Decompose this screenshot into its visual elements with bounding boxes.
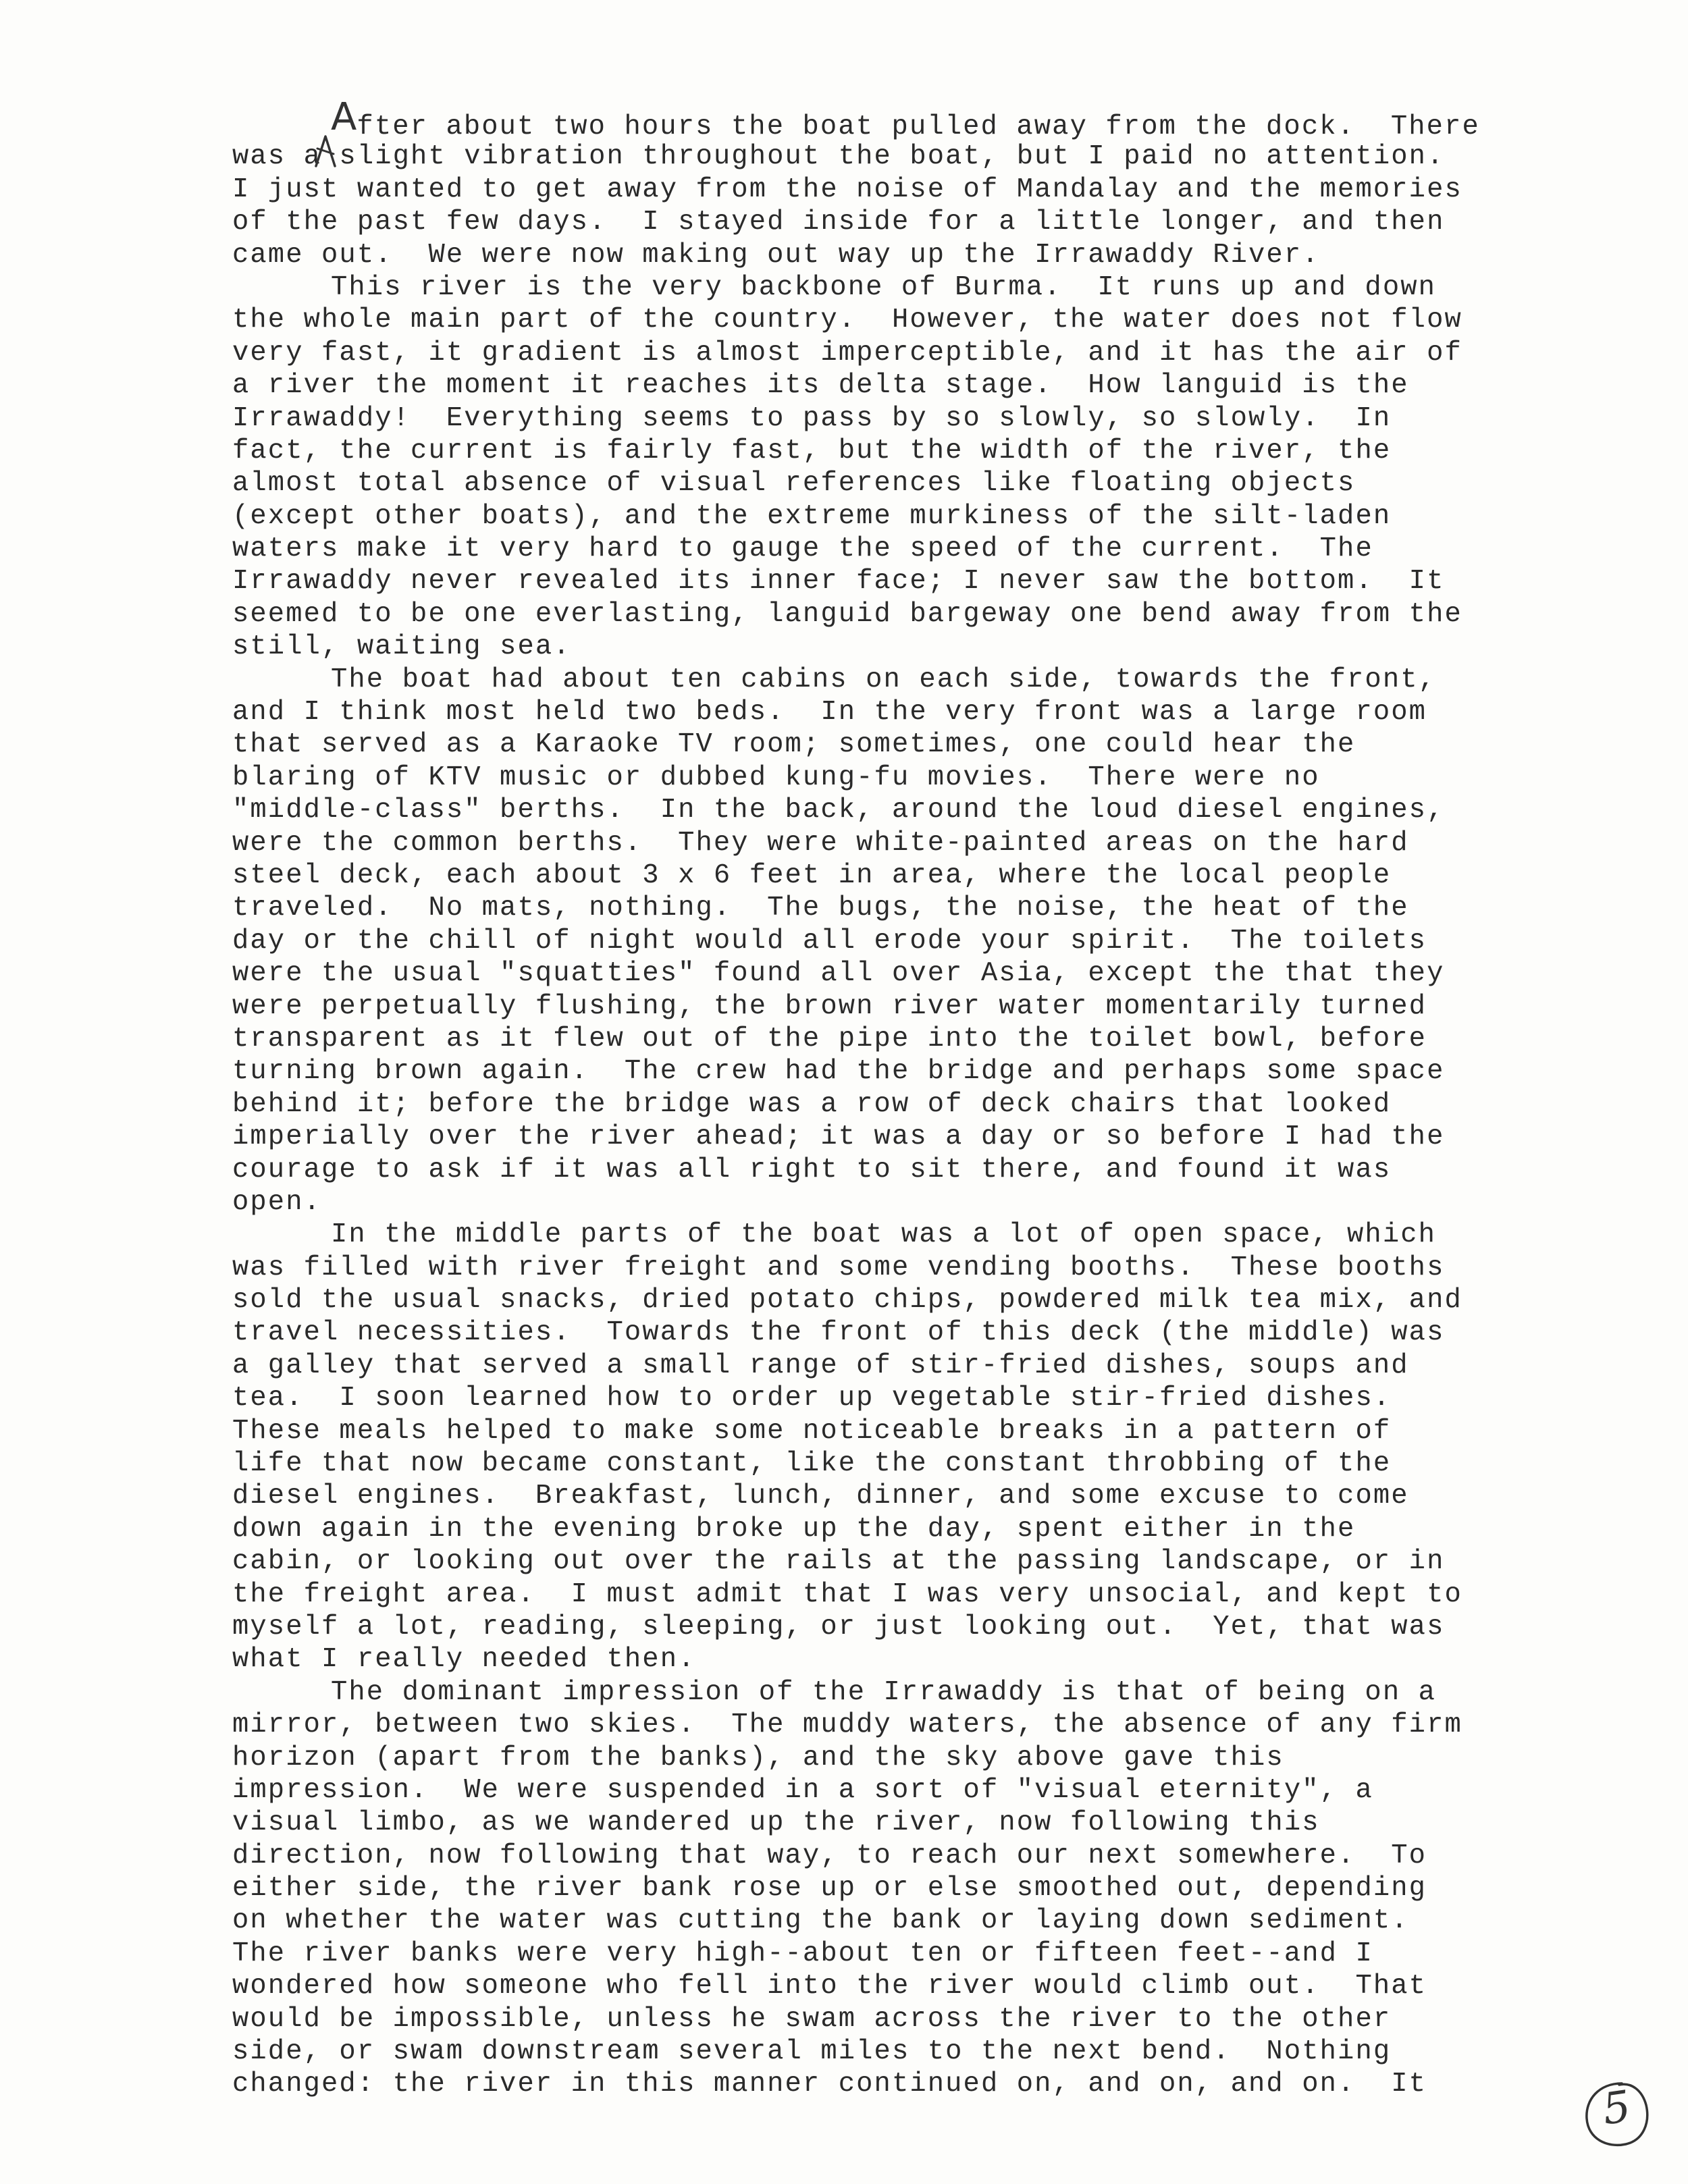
text-line: transparent as it flew out of the pipe into the toilet bowl, before [232, 1023, 1427, 1055]
text-line: very fast, it gradient is almost imperceptible, and it has the air of [232, 337, 1462, 369]
text-line: tea. I soon learned how to order up vegetable stir-fried dishes. [232, 1383, 1392, 1414]
paragraph-first-line [232, 95, 1637, 142]
text-line: was filled with river freight and some vending booths. These booths [232, 1252, 1445, 1283]
text-line: sold the usual snacks, dried potato chips, powdered milk tea mix, and [232, 1285, 1462, 1316]
text-line: mirror, between two skies. The muddy waters, the absence of any firm [232, 1709, 1462, 1741]
text-line: The river banks were very high--about ten or fifteen feet--and I [232, 1938, 1373, 1969]
text-line: of the past few days. I stayed inside for a little longer, and then [232, 207, 1445, 238]
text-line: direction, now following that way, to reach our next somewhere. To [232, 1840, 1427, 1871]
text-line: came out. We were now making out way up the Irrawaddy River. [232, 239, 1320, 271]
text-line: myself a lot, reading, sleeping, or just looking out. Yet, that was [232, 1611, 1445, 1643]
text-line: The boat had about ten cabins on each side, towards the front, [331, 664, 1437, 695]
text-line: traveled. No mats, nothing. The bugs, the noise, the heat of the [232, 893, 1409, 924]
text-line: travel necessities. Towards the front of this deck (the middle) was [232, 1317, 1445, 1349]
text-line: impression. We were suspended in a sort of "visual eternity", a [232, 1774, 1373, 1806]
text-line: waters make it very hard to gauge the speed of the current. The [232, 533, 1373, 565]
text-line: seemed to be one everlasting, languid bargeway one bend away from the [232, 598, 1462, 630]
text-line: "middle-class" berths. In the back, around the loud diesel engines, [232, 795, 1445, 826]
text-line: This river is the very backbone of Burma. It runs up and down [331, 271, 1437, 303]
page-number: 5 [1600, 2081, 1634, 2135]
text-line: cabin, or looking out over the rails at the passing landscape, or in [232, 1546, 1445, 1578]
text-line: the freight area. I must admit that I was very unsocial, and kept to [232, 1578, 1462, 1610]
text-line: courage to ask if it was all right to sit there, and found it was [232, 1154, 1392, 1186]
handwritten-capital-a: A [331, 95, 359, 139]
document-body [232, 95, 1637, 2101]
text-line: almost total absence of visual references like floating objects [232, 468, 1356, 500]
text-line: wondered how someone who fell into the river would climb out. That [232, 1971, 1427, 2002]
text-line: diesel engines. Breakfast, lunch, dinner, and some excuse to come [232, 1481, 1409, 1512]
text-line: turning brown again. The crew had the bridge and perhaps some space [232, 1056, 1445, 1088]
text-line: on whether the water was cutting the bank or laying down sediment. [232, 1905, 1409, 1937]
text-line: were perpetually flushing, the brown river water momentarily turned [232, 990, 1427, 1022]
text-line: blaring of KTV music or dubbed kung-fu movies. There were no [232, 762, 1320, 793]
text-line: Irrawaddy never revealed its inner face; I never saw the bottom. It [232, 566, 1445, 597]
text-line: (except other boats), and the extreme murkiness of the silt-laden [232, 500, 1392, 532]
text-line: fact, the current is fairly fast, but the width of the river, the [232, 435, 1392, 467]
text-line: would be impossible, unless he swam across the river to the other [232, 2003, 1392, 2035]
text-line: Irrawaddy! Everything seems to pass by so slowly, so slowly. In [232, 402, 1392, 434]
text-line: was a slight vibration throughout the boat, but I paid no attention. [232, 141, 1445, 173]
text-line: The dominant impression of the Irrawaddy is that of being on a [331, 1676, 1437, 1708]
text-line: open. [232, 1186, 322, 1218]
text-line: and I think most held two beds. In the very front was a large room [232, 697, 1427, 728]
text-line: steel deck, each about 3 x 6 feet in area, where the local people [232, 859, 1392, 891]
handwritten-caret-mark [312, 134, 339, 169]
text-line: life that now became constant, like the constant throbbing of the [232, 1448, 1392, 1480]
text-line: were the usual "squatties" found all over Asia, except the that they [232, 958, 1445, 990]
text-line: day or the chill of night would all erode your spirit. The toilets [232, 925, 1427, 957]
text-line: changed: the river in this manner continued on, and on, and on. It [232, 2069, 1427, 2100]
text-line: imperially over the river ahead; it was a day or so before I had the [232, 1121, 1445, 1153]
text-line: down again in the evening broke up the day, spent either in the [232, 1513, 1356, 1545]
text-line: visual limbo, as we wandered up the river, now following this [232, 1807, 1320, 1839]
text-line: side, or swam downstream several miles to the next bend. Nothing [232, 2036, 1392, 2068]
text-line: I just wanted to get away from the noise of Mandalay and the memories [232, 174, 1462, 205]
text-line: still, waiting sea. [232, 631, 571, 663]
text-line: a river the moment it reaches its delta stage. How languid is the [232, 370, 1409, 402]
text-line: the whole main part of the country. However, the water does not flow [232, 304, 1462, 336]
text-line: behind it; before the bridge was a row of deck chairs that looked [232, 1088, 1392, 1120]
text-line: In the middle parts of the boat was a lot of open space, which [331, 1219, 1437, 1251]
text-line: either side, the river bank rose up or else smoothed out, depending [232, 1873, 1427, 1905]
text-line: what I really needed then. [232, 1644, 696, 1676]
text-line: were the common berths. They were white-painted areas on the hard [232, 827, 1409, 859]
text-line: a galley that served a small range of stir-fried dishes, soups and [232, 1350, 1409, 1381]
text-line: horizon (apart from the banks), and the sky above gave this [232, 1742, 1284, 1774]
text-line: These meals helped to make some noticeable breaks in a pattern of [232, 1415, 1392, 1447]
line-text: fter about two hours the boat pulled away from the dock. There [357, 111, 1480, 142]
text-line: that served as a Karaoke TV room; sometimes, one could hear the [232, 729, 1356, 761]
